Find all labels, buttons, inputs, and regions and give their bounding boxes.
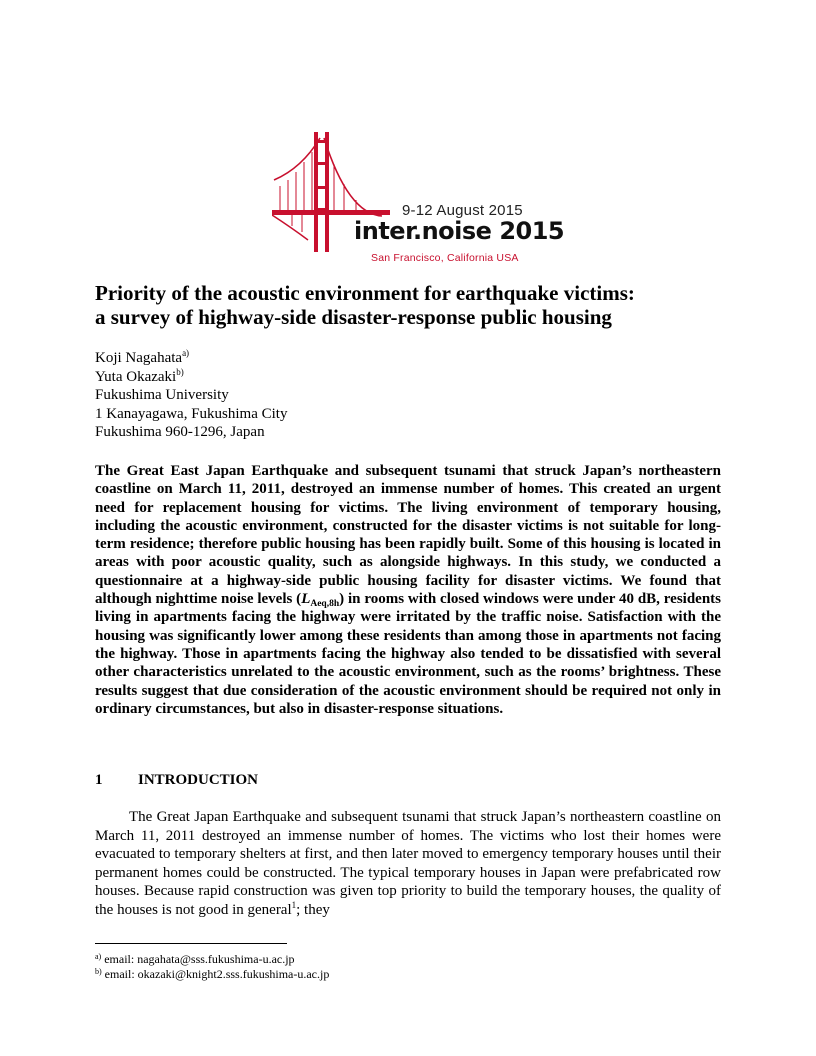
noise-level-symbol: L — [301, 591, 311, 608]
conference-date: 9-12 August 2015 — [402, 202, 523, 219]
section-title: INTRODUCTION — [138, 772, 259, 788]
author — [95, 349, 287, 368]
intro-paragraph — [95, 808, 721, 919]
section-heading — [95, 772, 258, 789]
title-line: a survey of highway-side disaster-response public housing — [95, 305, 612, 329]
paper-title — [95, 281, 735, 329]
footnote-mark: b) — [95, 967, 102, 976]
golden-gate-bridge-icon — [272, 128, 565, 268]
author-name: Koji Nagahata — [95, 350, 183, 366]
affiliation-line: Fukushima 960-1296, Japan — [95, 424, 265, 440]
abstract-text: ) in rooms with closed windows were under 40 dB, residents living in apartments facing the highway were irritated by the traffic noise. Satisfaction with the housing was significantly lower among these residents than among those in apartments not facing the highway. Those in apartments facing the highway also tended to be dissatisfied with several other characteristics unrelated to the acoustic environment, such as the rooms’ brightness. These results suggest that due consideration of the acoustic environment should be required not only in ordinary circumstances, but also in disaster-response situations. — [95, 591, 721, 717]
footnote-divider — [95, 943, 287, 944]
noise-level-subscript: Aeq,8h — [310, 599, 340, 610]
affiliation-line: Fukushima University — [95, 387, 229, 403]
intro-tail: ; they — [296, 901, 330, 918]
footnote — [95, 967, 329, 982]
author-mark: a) — [182, 348, 190, 358]
conference-location: San Francisco, California USA — [371, 252, 519, 264]
affiliation-line: 1 Kanayagawa, Fukushima City — [95, 405, 288, 422]
conference-brand: inter.noise 2015 — [354, 217, 565, 245]
footnotes — [95, 952, 329, 982]
abstract-text: The Great East Japan Earthquake and subsequent tsunami that struck Japan’s northeastern coastline on March 11, 2011, destroyed an immense number of homes. This created an urgent need for replacement housing for victims. The living environment of temporary housing, including the acoustic environment, constructed for the disaster victims is not suitable for long-term residence; therefore public housing has been rapidly built. Some of this housing is located in areas with poor acoustic quality, such as alongside highways. In this study, we conducted a questionnaire at a highway-side public housing facility for disaster victims. We found that although nighttime noise levels ( — [95, 463, 721, 608]
section-number: 1 — [95, 772, 103, 788]
author — [95, 368, 287, 387]
conference-logo — [272, 128, 565, 268]
abstract — [95, 462, 721, 718]
citation-ref: 1 — [291, 899, 297, 910]
author-block — [95, 349, 287, 442]
footnote-mark: a) — [95, 952, 102, 961]
footnote-email: email: nagahata@sss.fukushima-u.ac.jp — [101, 952, 295, 966]
title-line: Priority of the acoustic environment for earthquake victims: — [95, 281, 635, 305]
footnote — [95, 952, 329, 967]
author-mark: b) — [176, 366, 184, 377]
author-name: Yuta Okazaki — [95, 368, 177, 385]
footnote-email: email: okazaki@knight2.sss.fukushima-u.ac.jp — [101, 967, 330, 981]
intro-text: The Great Japan Earthquake and subsequent tsunami that struck Japan’s northeastern coastline on March 11, 2011 destroyed an immense number of homes. The victims who lost their homes were evacuated to temporary shelters at first, and then later moved to emergency temporary houses until their permanent homes could be constructed. The typical temporary houses in Japan were prefabricated row houses. Because rapid construction was given top priority to build the temporary houses, the quality of the houses is not good in general — [95, 809, 721, 918]
